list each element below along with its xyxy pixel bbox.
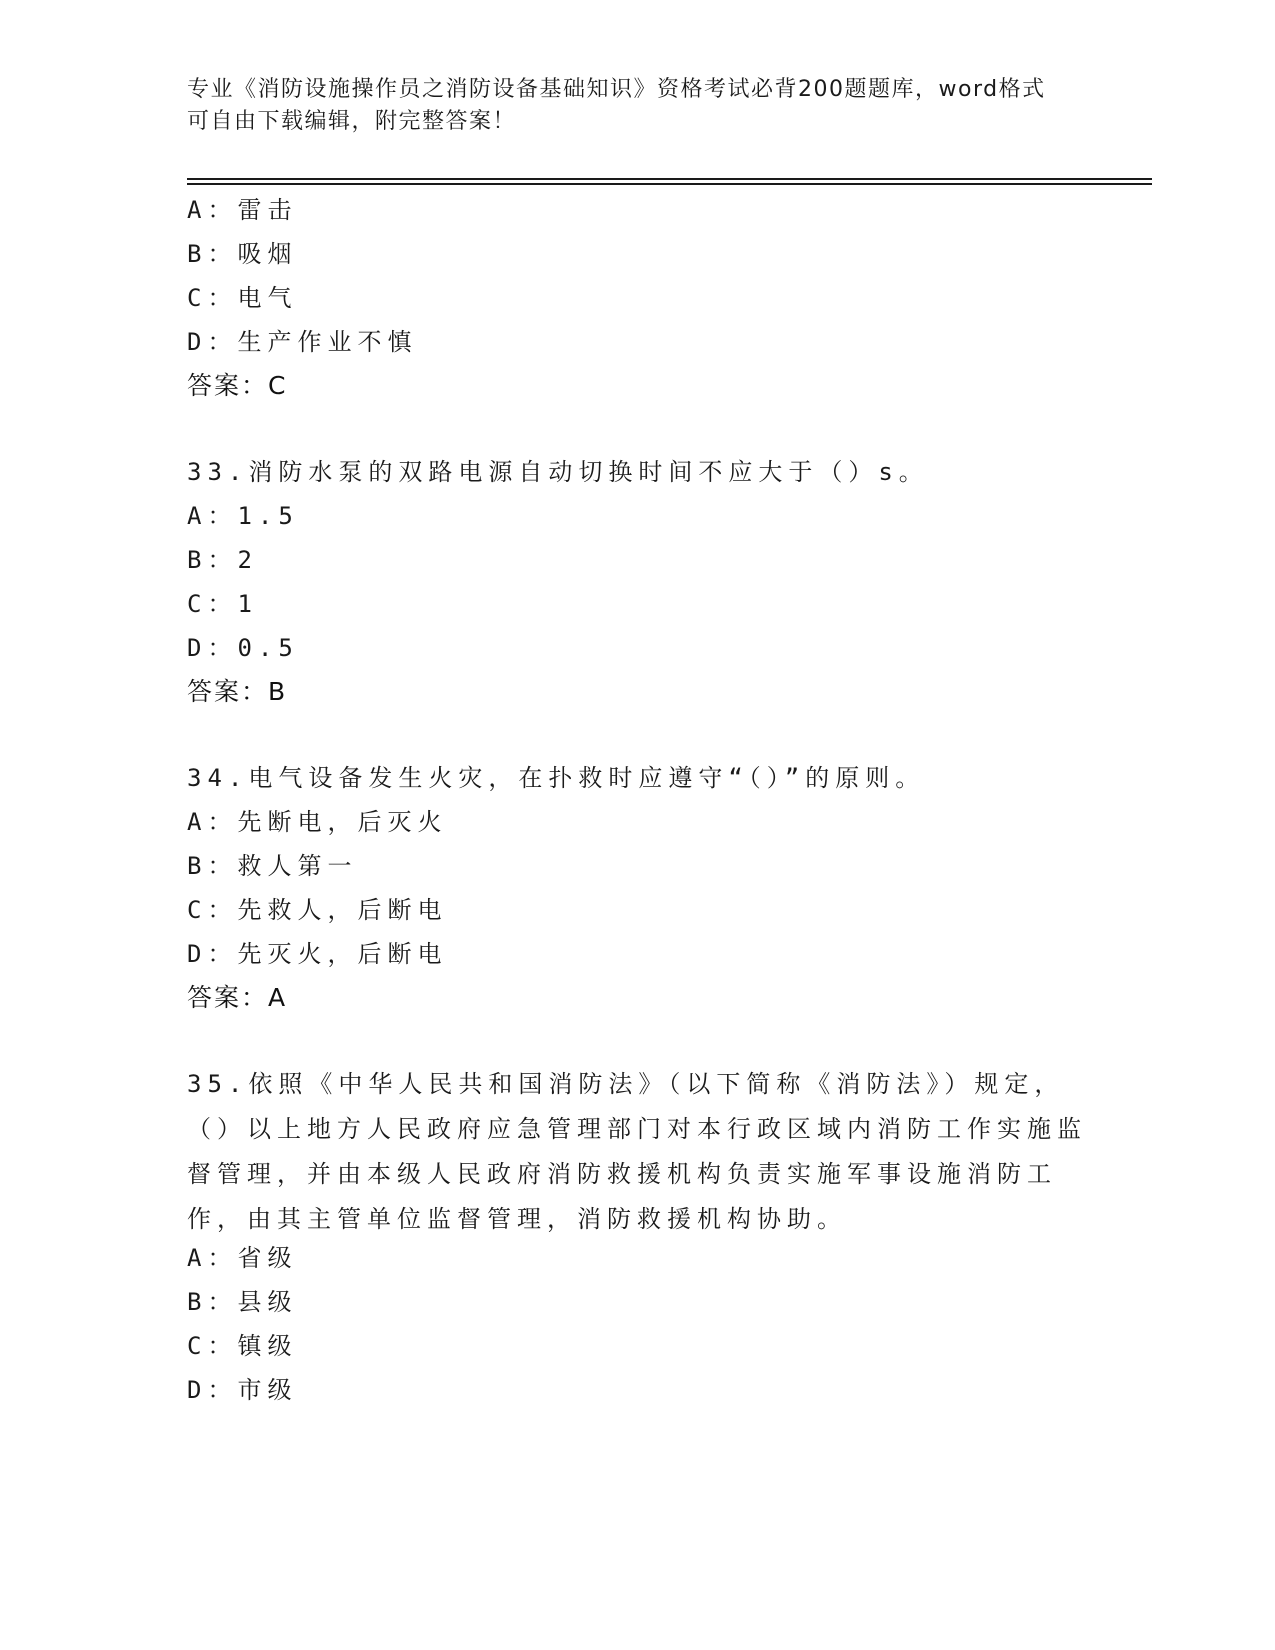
q33-answer: 答案：B xyxy=(187,677,288,706)
q32-option-c: C：电气 xyxy=(187,284,298,312)
q35-stem: 35.依照《中华人民共和国消防法》（以下简称《消防法》）规定，（）以上地方人民政府应急管理部门对本行政区域内消防工作实施监督管理，并由本级人民政府消防救援机构负责实施军事设施消防工作，由其主管单位监督管理，消防救援机构协助。 xyxy=(187,1070,1087,1233)
q32-answer: 答案：C xyxy=(187,371,288,400)
q34-answer: 答案：A xyxy=(187,983,288,1012)
q34-option-c: C：先救人，后断电 xyxy=(187,896,448,924)
q32-option-b: B：吸烟 xyxy=(187,240,298,268)
document-header: 专业《消防设施操作员之消防设备基础知识》资格考试必背200题题库，word格式可自由下载编辑，附完整答案！ xyxy=(187,77,1046,134)
q35-option-a: A：省级 xyxy=(187,1244,298,1272)
q35-option-c: C：镇级 xyxy=(187,1332,298,1360)
q33-option-d: D：0.5 xyxy=(187,634,299,662)
header-divider-top xyxy=(187,178,1152,180)
q35-option-b: B：县级 xyxy=(187,1288,298,1316)
q32-option-d: D：生产作业不慎 xyxy=(187,328,418,356)
q34-option-d: D：先灭火，后断电 xyxy=(187,940,448,968)
q34-option-a: A：先断电，后灭火 xyxy=(187,808,448,836)
q32-option-a: A：雷击 xyxy=(187,196,298,224)
q33-stem: 33.消防水泵的双路电源自动切换时间不应大于（）s。 xyxy=(187,458,929,486)
q35-option-d: D：市级 xyxy=(187,1376,298,1404)
q33-option-b: B：2 xyxy=(187,546,258,574)
q33-option-a: A：1.5 xyxy=(187,502,299,530)
q33-option-c: C：1 xyxy=(187,590,258,618)
header-divider-bottom xyxy=(187,183,1152,185)
q34-stem: 34.电气设备发生火灾，在扑救时应遵守“（）”的原则。 xyxy=(187,764,926,792)
q34-option-b: B：救人第一 xyxy=(187,852,358,880)
